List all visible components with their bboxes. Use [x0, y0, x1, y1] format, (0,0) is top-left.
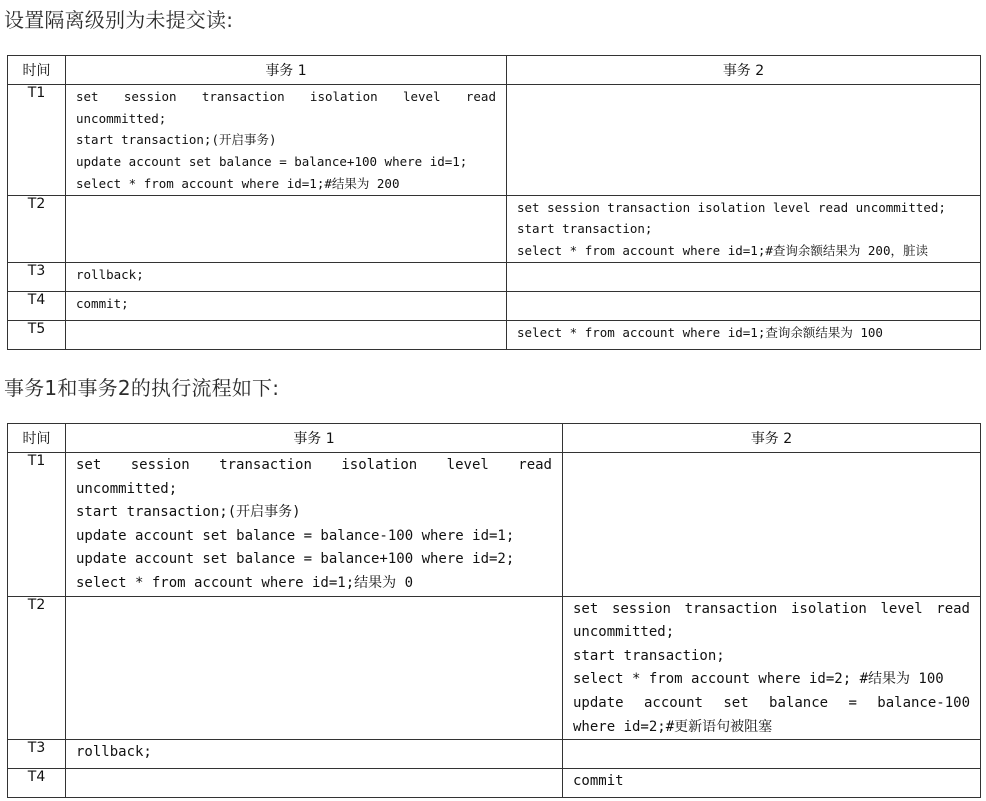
code-line: set session transaction isolation level read — [76, 89, 496, 104]
table-header-row — [8, 424, 981, 453]
transaction-1-cell — [66, 291, 507, 320]
table-row — [8, 453, 981, 597]
time-cell: T5 — [8, 320, 66, 349]
code-line: uncommitted; — [573, 624, 675, 641]
time-cell: T3 — [8, 740, 66, 769]
code-line: set session transaction isolation level read — [76, 457, 552, 473]
table-row — [8, 740, 981, 769]
time-cell: T2 — [8, 195, 66, 262]
transaction-1-cell — [66, 596, 563, 740]
transaction-2-cell — [563, 769, 981, 798]
table-row — [8, 85, 981, 196]
transaction-1-cell — [66, 740, 563, 769]
code-line: start transaction;(开启事务) — [76, 132, 277, 148]
header-transaction-2: 事务 2 — [507, 56, 981, 85]
transaction-2-cell — [507, 291, 981, 320]
transaction-1-cell — [66, 195, 507, 262]
code-line: set session transaction isolation level read — [573, 600, 970, 617]
code-line: select * from account where id=1;#结果为 200 — [76, 175, 400, 191]
transaction-1-cell — [66, 320, 507, 349]
table-row — [8, 291, 981, 320]
table-row — [8, 596, 981, 740]
time-cell: T1 — [8, 85, 66, 196]
section-2-heading: 事务1和事务2的执行流程如下: — [4, 376, 280, 400]
table-row — [8, 195, 981, 262]
code-line: start transaction; — [573, 647, 725, 664]
code-line: uncommitted; — [76, 480, 178, 497]
code-line: rollback; — [76, 266, 144, 282]
code-line: select * from account where id=1;结果为 0 — [76, 574, 414, 591]
header-time: 时间 — [8, 56, 66, 85]
code-line: start transaction; — [517, 221, 653, 237]
transaction-2-cell — [563, 740, 981, 769]
table-header-row — [8, 56, 981, 85]
table-row — [8, 320, 981, 349]
transaction-2-cell — [507, 85, 981, 196]
code-line: commit — [573, 773, 624, 790]
isolation-flow-table-1 — [7, 55, 981, 350]
transaction-2-cell — [507, 262, 981, 291]
code-line: update account set balance = balance+100 where id=1; — [76, 154, 468, 170]
transaction-1-cell — [66, 85, 507, 196]
code-line: commit; — [76, 295, 129, 311]
code-line: select * from account where id=2; #结果为 100 — [573, 671, 944, 688]
section-1-heading: 设置隔离级别为未提交读: — [4, 8, 234, 32]
code-line: select * from account where id=1;#查询余额结果为 200，脏读 — [517, 242, 928, 258]
code-line: start transaction;(开启事务) — [76, 504, 301, 521]
header-transaction-1: 事务 1 — [66, 56, 507, 85]
code-line: where id=2;#更新语句被阻塞 — [573, 718, 773, 735]
code-line: select * from account where id=1;查询余额结果为 100 — [517, 324, 883, 340]
time-cell: T4 — [8, 291, 66, 320]
transaction-2-cell — [563, 453, 981, 597]
transaction-1-cell — [66, 769, 563, 798]
table-row — [8, 262, 981, 291]
time-cell: T2 — [8, 596, 66, 740]
transaction-1-cell — [66, 453, 563, 597]
isolation-flow-table-2 — [7, 423, 981, 798]
transaction-2-cell — [507, 195, 981, 262]
header-transaction-1: 事务 1 — [66, 424, 563, 453]
transaction-2-cell — [507, 320, 981, 349]
time-cell: T1 — [8, 453, 66, 597]
code-line: update account set balance = balance-100 where id=1; — [76, 527, 515, 544]
transaction-1-cell — [66, 262, 507, 291]
code-line: update account set balance = balance-100 — [573, 694, 970, 711]
code-line: rollback; — [76, 744, 152, 761]
time-cell: T3 — [8, 262, 66, 291]
header-time: 时间 — [8, 424, 66, 453]
code-line: update account set balance = balance+100 where id=2; — [76, 551, 515, 568]
time-cell: T4 — [8, 769, 66, 798]
header-transaction-2: 事务 2 — [563, 424, 981, 453]
code-line: uncommitted; — [76, 110, 167, 126]
transaction-2-cell — [563, 596, 981, 740]
table-row — [8, 769, 981, 798]
code-line: set session transaction isolation level read uncommitted; — [517, 199, 946, 215]
